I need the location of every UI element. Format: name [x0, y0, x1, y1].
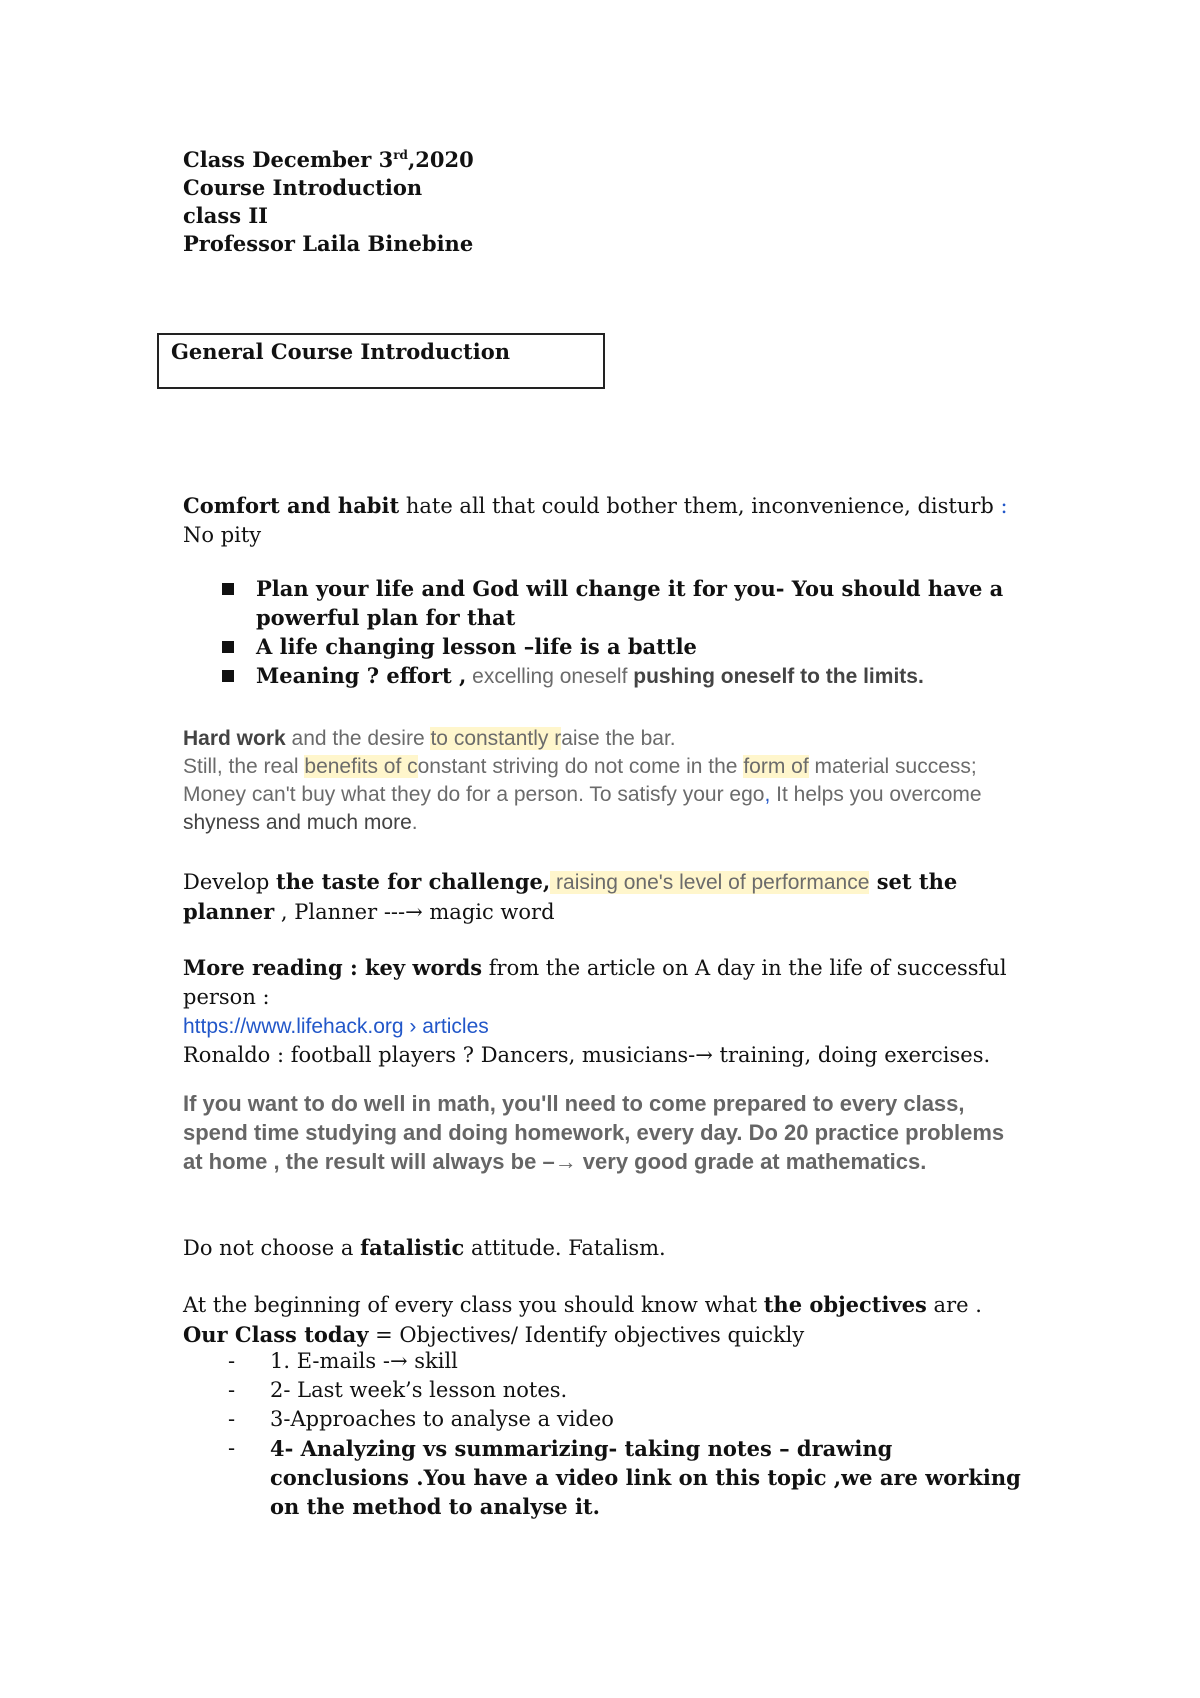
list-item: - 4- Analyzing vs summarizing- taking notes – drawing conclusions .You have a video link on this topic ,we are working on the method to analyse it. — [228, 1436, 1021, 1519]
section-heading-box: General Course Introduction — [157, 333, 605, 389]
objectives-list — [228, 1347, 1028, 1521]
reading-paragraph: More reading : key words from the article on A day in the life of successful person : https://www.lifehack.org › articles Ronaldo : football players ? Dancers, musicians-→ training, doing exercises. — [183, 955, 1007, 1067]
square-bullet-icon — [222, 583, 234, 595]
course-title: Course Introduction — [183, 175, 423, 200]
bullet-list — [222, 574, 1042, 691]
arrow-icon: → — [389, 1349, 408, 1373]
square-bullet-icon — [222, 670, 234, 682]
arrow-icon: → — [554, 1149, 577, 1174]
square-bullet-icon — [222, 641, 234, 653]
lifehack-link[interactable]: https://www.lifehack.org › articles — [183, 1015, 489, 1038]
objectives-paragraph: At the beginning of every class you should know what the objectives are . Our Class today = Objectives/ Identify objectives quickly — [183, 1292, 982, 1347]
document-header — [183, 146, 474, 258]
bullet-item: Meaning ? effort , excelling oneself pushing oneself to the limits. — [222, 661, 1042, 691]
fatalism-paragraph: Do not choose a fatalistic attitude. Fatalism. — [183, 1235, 666, 1260]
bullet-item: Plan your life and God will change it for you- You should have a powerful plan for that — [222, 574, 1042, 632]
hard-work-paragraph: Hard work and the desire to constantly raise the bar. Still, the real benefits of constant striving do not come in the form of material success; Money can't buy what they do for a person. To satisfy your ego, It helps you overcome shyness and much more. — [183, 727, 982, 834]
develop-paragraph: Develop the taste for challenge, raising one's level of performance set the planner , Planner ---→ magic word — [183, 869, 958, 924]
arrow-icon: → — [405, 900, 423, 924]
class-number: class II — [183, 203, 268, 228]
comfort-paragraph: Comfort and habit hate all that could bother them, inconvenience, disturb : No pity — [183, 493, 1008, 547]
class-date: Class December 3rd,2020 — [183, 147, 474, 172]
list-item: - 2- Last week’s lesson notes. — [228, 1378, 568, 1402]
list-item: - 1. E-mails -→ skill — [228, 1349, 458, 1373]
professor-name: Professor Laila Binebine — [183, 231, 474, 256]
math-paragraph: If you want to do well in math, you'll need to come prepared to every class, spend time studying and doing homework, every day. Do 20 practice problems at home , the result will always be –→ very good grade at mathematics. — [183, 1091, 1005, 1174]
list-item: - 3-Approaches to analyse a video — [228, 1407, 614, 1431]
bullet-item: A life changing lesson –life is a battle — [222, 632, 1042, 661]
arrow-icon: → — [695, 1043, 713, 1067]
